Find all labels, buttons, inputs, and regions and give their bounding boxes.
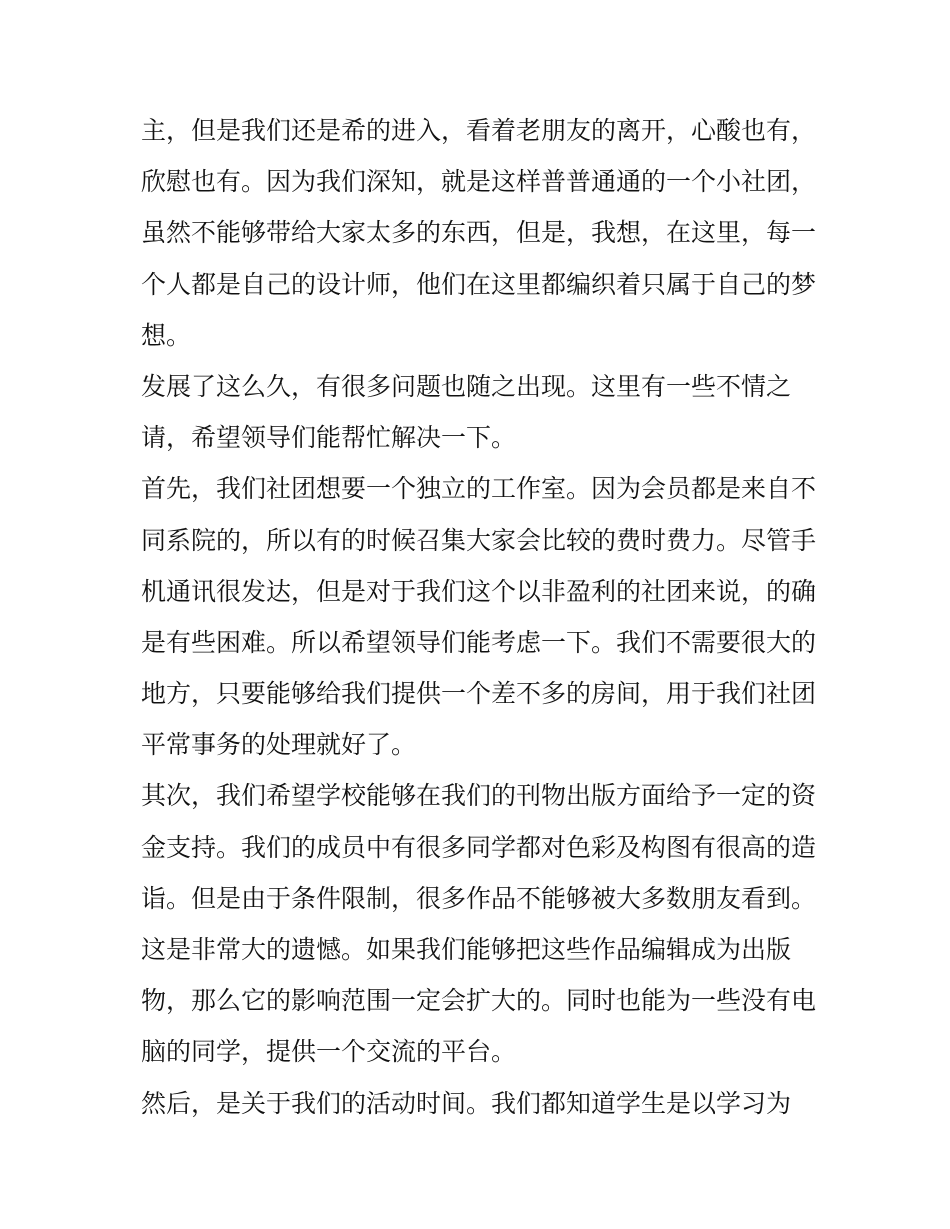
text-line: 发展了这么久，有很多问题也随之出现。这里有一些不情之 (141, 371, 792, 401)
text-line: 诣。但是由于条件限制，很多作品不能够被大多数朋友看到。 (141, 883, 817, 913)
text-line: 机通讯很发达，但是对于我们这个以非盈利的社团来说，的确 (141, 576, 817, 606)
text-line: 虽然不能够带给大家太多的东西，但是，我想，在这里，每一 (141, 218, 817, 248)
text-line: 脑的同学，提供一个交流的平台。 (141, 1037, 517, 1067)
text-line: 主，但是我们还是希的进入，看着老朋友的离开，心酸也有， (141, 116, 817, 145)
text-line: 是有些困难。所以希望领导们能考虑一下。我们不需要很大的 (141, 627, 817, 657)
text-line: 金支持。我们的成员中有很多同学都对色彩及构图有很高的造 (141, 832, 817, 862)
text-line: 这是非常大的遗憾。如果我们能够把这些作品编辑成为出版 (141, 935, 792, 964)
text-line: 物，那么它的影响范围一定会扩大的。同时也能为一些没有电 (141, 986, 817, 1016)
text-line: 然后，是关于我们的活动时间。我们都知道学生是以学习为 (141, 1088, 792, 1118)
text-line: 首先，我们社团想要一个独立的工作室。因为会员都是来自不 (141, 474, 817, 504)
text-line: 平常事务的处理就好了。 (141, 730, 417, 760)
text-line: 个人都是自己的设计师，他们在这里都编织着只属于自己的梦 (141, 269, 817, 299)
text-line: 请，希望领导们能帮忙解决一下。 (141, 423, 517, 453)
text-line: 同系院的，所以有的时候召集大家会比较的费时费力。尽管手 (141, 525, 817, 555)
text-line: 地方，只要能够给我们提供一个差不多的房间，用于我们社团 (141, 679, 817, 709)
text-line: 想。 (141, 320, 192, 350)
body-text (141, 105, 821, 1129)
text-line: 其次，我们希望学校能够在我们的刊物出版方面给予一定的资 (141, 781, 817, 811)
text-line: 欣慰也有。因为我们深知，就是这样普普通通的一个小社团， (141, 167, 817, 197)
